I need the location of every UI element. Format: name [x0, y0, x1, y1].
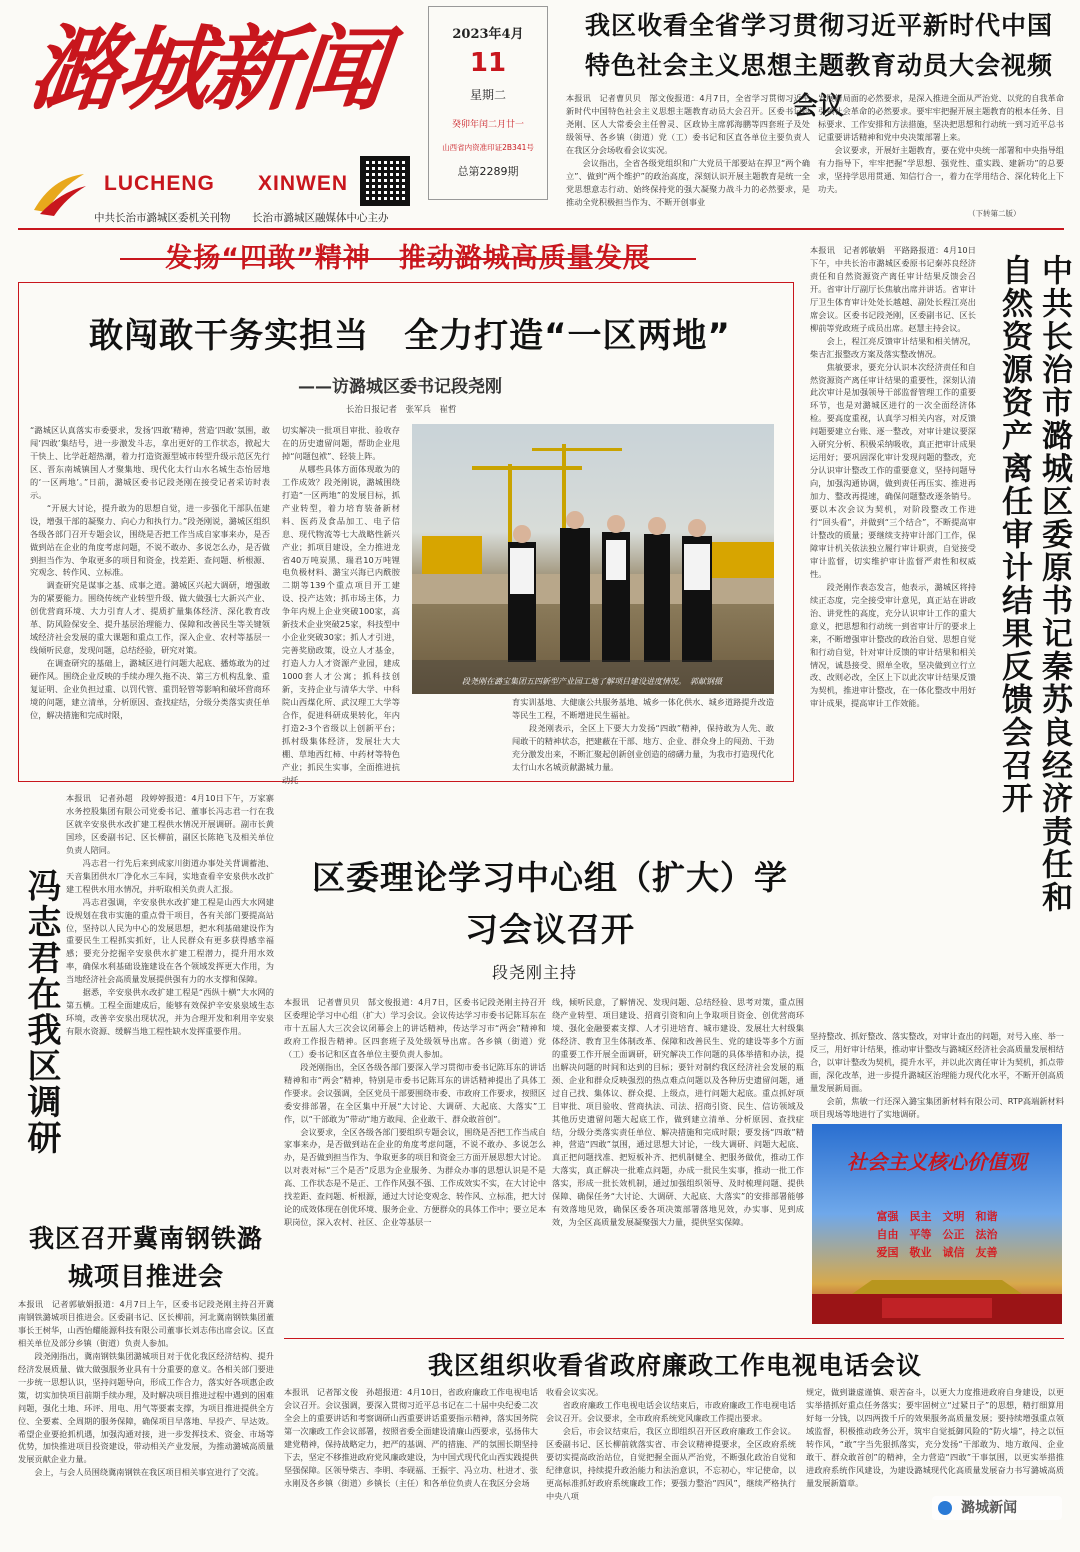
masthead-pinyin-left: LUCHENG	[104, 172, 215, 195]
watermark-text: 潞城新闻	[961, 1500, 1018, 1516]
audit-col-text: 本报讯 记者郭敏娟 平路路报道：4月10日下午，中共长治市潞城区委原书记秦苏良经济责任和自然资源资产离任审计结果反馈会召开。省审计厅副厅长焦敏出席并讲话。省审计厅卫生体育审计处处长越越、副处长程江亮出席会议。区委书记段尧刚，区委副书记、区长柳前等党政班子成员出席。赵慧主持会议。 会上，程江亮反馈审计结果和相关情况，柴吉汇报整改方案及落实整改情况。 焦敏要求，要充分认识本次经济责任和自然资源资产离任审计结果的重要性，深刻认清此次审计是加强领导干部监督管理工作的重要环节，也是对潞城区进行的一次全面经济体检。要高度重视，认真学习相关内容，对反馈问题要建立台账、逐一整改，对审计建议要深入研究分析、积极采纳吸收，真正把审计成果运用好；要巩固深化审计发现问题的整改，充分认识审计整改工作的重要意义，坚持问题导向，加强沟通协调，做到责任再压实、推进再加力、整改再提速，确保问题整改逐条销号。要以本次会议为契机，对阶段整改工作进行“回头看”，并做到“三个结合”，不断提高审计整改的质量；要继续支持审计部门工作，保障审计机关依法独立履行审计职责，自觉接受审计监督，切实维护审计监督严肃性和权威性。 段尧刚作表态发言，他表示，潞城区将持续正态度，完全接受审计意见，真正站在讲政治、讲党性的高度，充分认识审计工作的重大意义，把思想和行动统一到省审计厅的要求上来，不断增强审计整改的政治自觉、思想自觉和行动自觉，针对审计反馈的审计结果和相关情况，诚恳接受、照单全收，坚决做到立行立改、改则必改，全区上下以此次审计结果反馈为契机，推进审计整改，在一体化整改中用好审计成果，提高审计工作效能。	[810, 245, 976, 709]
feng-vertical-headline: 冯志君在我区调研	[21, 868, 61, 1156]
lianzheng-col1: 本报讯 记者郜文俊 孙超报道：4月10日，省政府廉政工作电视电话会议召开。会议强调，要深入贯彻习近平总书记在二十届中央纪委二次全会上的重要讲话和考察调研山西重要讲话重要指示精神，落实国务院第一次廉政工作会议部署，按照省委全面建设清廉山西要求，弘扬伟大建党精神，保持战略定力，把严的基调、严的措施、严的氛围长期坚持下去，坚定不移推进政府党风廉政建设，为中国式现代化山西实践提供坚强保障。区领导柴吉、李明、李砚福、王振宇、冯立功、杜进才、张永刚及各乡镇（街道）乡镇长（主任）和各单位负责人在我区分会场	[284, 1387, 538, 1488]
watermark	[932, 1496, 1062, 1520]
audit-vertical-headline: 中共长治市潞城区委原书记秦苏良经济责任和自然资源资产离任审计结果反馈会召开	[996, 254, 1072, 914]
tiananmen-icon	[812, 1264, 1062, 1324]
audit-col-wide: 坚持整改、抓好整改、落实整改，对审计查出的问题，对号入座、举一反三，用好审计结果，推动审计整改与潞城区经济社会高质量发展相结合，以审计整改为契机，提升水平，并以此次离任审计为契机，抓点带面，深化改革，进一步提升潞城区治理能力现代化水平，不断开创高质量发展新局面。 会前，焦敏一行还深入潞宝集团新材料有限公司、RTP高端新材料项目现场等地进行了实地调研。	[810, 1031, 1064, 1119]
interview-photo-caption: 段尧刚在潞宝集团五四新型产业园工地了解项目建设进度情况。 郭献钢摄	[462, 677, 722, 686]
study-col2: 线，倾听民意，了解情况、发现问题、总结经验、思考对策，重点围绕产业转型、项目建设、招商引资和向上争取项目资金、创优营商环境、强化金融要素支撑、人才引进培育、城市建设、发展壮大村级集体经济、教育卫生体制改革、保障和改善民生、党的建设等多个方面的重要工作开展全面调研，研究解决工作问题的具体举措和办法，提出解决问题的时间和达到的目标；要针对制约我区经济社会发展的瓶颈、企业和群众反映强烈的热点难点问题以及各种历史遗留问题，通过自己找、集体议、群众提、上级点，进行问题大起底。重点抓好项目审批、项目验收、营商执法、司法、招商引资、民生、信访领域及其他历史遗留问题大起底工作，做到建立清单、分析原因、查找症结，分级分类落实责任单位、解决措施和完成时限；要发扬“四敢”精神，营造“四敢”氛围，通过思想大讨论，一线大调研、问题大起底、真正把问题找准、把短板补齐、把机制健全、把服务做优，推动工作大落实，真正解决一批难点问题，办成一批民生实事，推动一批工作落实，形成一批长效机制，通过加强组织领导、及时梳理问题、提供保障、确保任务“大讨论、大调研、大起底、大落实”的安排部署能够有效落地见效，确保区委各项决策部署落地见效，办实事、见到成效，为全区高质量发展凝聚强大力量，提供坚实保障。	[552, 997, 804, 1228]
interview-col2: 切实解决一批项目审批、验收存在的历史遗留问题，帮助企业甩掉“问题包袱”、轻装上阵。 从哪些具体方面体现敢为的工作成效？段尧刚说，潞城围绕打造“一区两地”的发展目标，抓产业转型，着力培育装备新材料、医药及食品加工、电子信息、现代物流等七大战略性新兴产业；抓项目建设，全力推进龙省40万吨炭黑、瑞君10万吨锂电负极材料、潞宝兴海已内酰胺二期等139个重点项目开工建设、投产达效；抓市场主体，力争年内规上企业突破100家，高新技术企业突破25家，科技型中小企业突破30家；抓人才引进，完善奖励政策，设立人才基金，打造人力人才资源产业园，建成1000套人才公寓；抓科技创新，支持企业与清华大学、中科院山西煤化所、武汉理工大学等合作，促进科研成果转化，年内打造2-3个省级以上创新平台；抓村级集体经济，发展壮大大棚、草地西红柿、中药材等特色产业；抓民生实事，全面推进抗动托	[282, 425, 400, 785]
date-lunar: 癸卯年闰二月廿一	[451, 120, 524, 130]
date-year-month: 2023年4月	[452, 27, 524, 42]
ji-headline: 我区召开冀南钢铁潞城项目推进会	[28, 1224, 263, 1291]
lianzheng-headline: 我区组织收看省政府廉政工作电视电话会议	[427, 1351, 922, 1380]
masthead-logo: 潞城新闻	[24, 15, 388, 123]
values-row3: 爱国 敬业 诚信 友善	[876, 1246, 998, 1259]
study-col1: 本报讯 记者曹贝贝 郜文俊报道：4月7日，区委书记段尧刚主持召开区委理论学习中心组（扩大）学习会议。会议传达学习市委书记陈耳东在市十五届人大三次会议闭幕会上的讲话精神，传达学习市“两会”精神和政府工作报告精神。区四套班子及处级领导出席。各乡镇（街道）党（工）委书记和区直各单位主要负责人参加。 段尧刚指出，全区各级各部门要深入学习贯彻市委书记陈耳东的讲话精神和市“两会”精神，特别是市委书记陈耳东的讲话精神提出了具体工作要求。会议强调，全区党员干部要围绕市委、市政府工作要求，按照区委安排部署，在全区集中开展“大讨论、大调研、大起底、大落实”工作，以“干部敢为”带动“地方敢闯、企业敢干、群众敢首创”。 会议要求，全区各级各部门要组织专题会议，围绕是否把工作当成自家事来办，是否做到站在企业的角度考虑问题，不说不敢办、多说怎么办，是否做到担当作为、争取更多的项目和资金三方面开展思想大讨论。以对表对标“三个是否”反思为企业服务、为群众办事的思想认识是不是高、工作状态是不是正、工作作风强不强、工作成效实不实，在大讨论中找差距、查问题、析根源，通过大讨论变观念、转作风、立标准，把大讨论的成效体现在创优环境、服务企业、方便群众的具体工作中；要立足本职岗位，深入农村、社区、企业等基层一	[284, 997, 547, 1228]
study-subheadline: 段尧刚主持	[492, 963, 578, 982]
interview-byline: 长治日报记者 张军兵 崔哲	[346, 405, 457, 415]
masthead-publisher: 长治市潞城区融媒体中心主办	[252, 212, 389, 224]
top-story-headline: 我区收看全省学习贯彻习近平新时代中国特色社会主义思想主题教育动员大会视频会议	[584, 11, 1053, 120]
top-story-col1: 本报讯 记者曹贝贝 郜文俊报道：4月7日，全省学习贯彻习近平新时代中国特色社会主义思想主题教育动员大会召开。区委书记段尧刚、区人大常委会主任曾灵、区政协主席郭海鹏等四套班子及处级领导、各乡镇（街道）党（工）委书记和区直各单位主要负责人在我区分会场收看会议实况。 会议指出，全省各级党组织和广大党员干部要站在捍卫“两个确立”、做到“两个维护”的政治高度，深刻认识开展主题教育是统一全党思想意志行动、始终保持党的强大凝聚力战斗力的必然要求，是推动全党积极担当作为、不断开创事业	[566, 93, 810, 207]
values-poster	[812, 1124, 1062, 1324]
values-poster-title: 社会主义核心价值观	[847, 1150, 1027, 1174]
top-story-continued: （下转第二版）	[968, 209, 1021, 218]
interview-col1: “潞城区认真落实市委要求，发扬‘四敢’精神，营造‘四敢’氛围，敢闯‘四敢’集结号，进一步激发斗志，拿出更好的工作状态，掀起大干快上、比学赶超热潮，着力打造资源型城市转型升级示范区先行区、晋东南城镇国人才聚集地、现代化太行山水名城生态怡居地的‘一区两地’。”日前，潞城区委书记段尧刚在接受记者采访时表示。 “开展大讨论，提升敢为的思想自觉，进一步强化干部队伍建设，增强干部的凝聚力、向心力和执行力。”段尧刚说，潞城区组织各级各部门召开专题会议，围绕是否把工作当成自家事来办，是否做到站在企业的角度考虑问题，不说不敢办、多说怎么办，是否做到担当作为、争取更多的项目和资金，找差距、查问题、析根源、究观念、转作风、立标准。 调查研究是谋事之基、成事之道。潞城区兴起大调研，增强敢为的紧要能力。围绕传统产业转型升级、做大做强七大新兴产业、创优营商环境、大力引育人才、提质扩量集体经济、深化教育改革、防风险保安全、提升基层治理能力、保障和改善民生等关键领域经济社会发展的重大课题和重点工作，深入企业、农村等基层一线倾听民意，发现问题，总结经验，研究对策。 在调查研究的基础上，潞城区进行问题大起底、播炼敢为的过硬作风。围绕企业反映的手续办理久拖不决、第三方机构乱象、重复证明、企业负担过重、以罚代管、重罚轻管等影响和破坏营商环境的问题，建立清单，分析原因、查找症结，分级分类落实责任单位，解决措施和完成时限，	[30, 425, 270, 720]
interview-photo	[412, 424, 774, 694]
issue-number: 总第2289期	[457, 165, 519, 178]
watermark-icon	[938, 1501, 952, 1515]
study-headline: 区委理论学习中心组（扩大）学习会议召开	[312, 858, 788, 949]
interview-col3: 育实训基地、大健康公共服务基地、城乡一体化供水、城乡道路提升改造等民生工程，不断增进民生福祉。 段尧刚表示，全区上下要大力发扬“四敢”精神，保持敢为人先、敢闯敢干的精神状态，把建蔽在干部、地方、企业、群众身上的闯劲、干劲充分激发出来，不断汇聚起创新创业创造的磅礴力量，为我市打造现代化太行山水名城贡献潞城力量。	[512, 697, 775, 772]
date-weekday: 星期二	[469, 88, 506, 102]
ji-text: 本报讯 记者郭敏娟报道：4月7日上午，区委书记段尧刚主持召开冀南钢铁潞城项目推进会。区委副书记、区长柳前，河北冀南钢铁集团董事长王树华，山西怡耀能源科技有限公司董事长刘志伟出席会议。区直相关单位及部分乡镇（街道）负责人参加。 段尧刚指出，冀南钢铁集团潞城项目对于优化我区经济结构、提升经济发展质量、做大做强服务业具有十分重要的意义。各相关部门要进一步统一思想认识，坚持问题导向，形成工作合力，落实好各项惠企政策，切实加快项目前期手续办理，及时解决项目推进过程中遇到的困难问题，强化土地、环评、用电、用气等要素支撑，为项目推进提供全方位、全要素、全周期的服务保障，确保项目早落地、早投产、早达效。希望企业要抢抓机遇，加强沟通对接，进一步发挥技术、资金、市场等优势，加快推进项目投资建设，带动相关产业发展，为推动潞城高质量发展贡献企业力量。 会上，与会人员围绕冀南钢铁在我区项目相关事宜进行了交流。	[18, 1299, 274, 1478]
feng-text: 本报讯 记者孙超 段婷婷报道：4月10日下午，万家寨水务控股集团有限公司党委书记、董事长冯志君一行在我区就辛安泉供水改扩建工程供水情况开展调研。副市长黄国珍，区委副书记、区长柳前，副区长陈艳飞及相关单位负责人陪同。 冯志君一行先后来到成家川街道办事处关背调蓄池、天音集团供水厂净化水三车间，实地查看辛安泉供水改扩建工程供水用水情况，并听取相关负责人汇报。 冯志君强调，辛安泉供水改扩建工程是山西大水网建设规划在我市实施的重点骨干项目，各有关部门要提高站位，坚持以人民为中心的发展思想，把水利基础建设作为重要民生工程抓实抓好，让人民群众有更多获得感幸福感；要充分挖掘辛安泉供水扩建工程潜力，提升用水效率，确保水利基础设施建设在各个领域发挥更大作用，为当地经济社会高质量发展提供强有力的水支撑和保障。 据悉，辛安泉供水改扩建工程是“西纵十横”大水网的第五横。工程全面建成后，能够有效保护辛安泉泉域生态环境，改善辛安泉出现状况，并为合理开发和利用辛安泉有限水资源、缓解当地工程性缺水发挥重要作用。	[66, 793, 274, 1037]
date-day: 11	[469, 48, 507, 78]
banner	[120, 238, 696, 280]
date-box	[428, 6, 548, 200]
values-row1: 富强 民主 文明 和谐	[876, 1210, 998, 1223]
top-rule	[18, 228, 1064, 230]
top-story-col2: 发展新局面的必然要求，是深入推进全面从严治党、以党的自我革命引领社会革命的必然要求。要牢牢把握开展主题教育的根本任务、目标要求、工作安排和方法措施，坚决把思想和行动统一到习近平总书记重要讲话精神和党中央决策部署上来。 会议要求，开展好主题教育，要在党中央统一部署和中央指导组有力指导下，牢牢把握“学思想、强党性、重实践、建新功”的总要求，坚持学思用贯通、知信行合一，着力在学用结合、深化转化上下功夫。	[818, 93, 1064, 194]
interview-headline: 敢闯敢干务实担当 全力打造“一区两地”	[89, 316, 731, 356]
masthead	[0, 0, 420, 232]
lianzheng-col3: 规定，做到谦虚谨慎、艰苦奋斗，以更大力度推进政府自身建设，以更实举措抓好重点任务落实；要牢固树立“过紧日子”的思想，精打细算用好每一分钱，以四两拨千斤的效果服务高质量发展；要持续增强重点领域监督，积极推动政务公开，筑牢自觉抵御风险的“防火墙”，持之以恒转作风，“敢”字当先狠抓落实，充分发扬“干部敢为、地方敢闯、企业敢干、群众敢首创”的精神，全力营造“四敢”干事氛围，以更实举措推进政府系统作风建设，为建设潞城现代化高质量发展奋力书写潞城高质量发展新篇章。	[806, 1387, 1064, 1488]
banner-text: 发扬“四敢”精神 推动潞城高质量发展	[165, 243, 651, 274]
lianzheng-rule	[284, 1338, 1064, 1339]
masthead-pinyin-right: XINWEN	[258, 172, 348, 195]
lianzheng-col2: 收看会议实况。 省政府廉政工作电视电话会议结束后，市政府廉政工作电视电话会议召开。会议要求，全市政府系统党风廉政工作提出要求。 会后，市会议结束后，我区立即组织召开区政府廉政工作会议。区委副书记、区长柳前就落实省、市会议精神提要求，全区政府系统要切实提高政治站位，自觉把握全面从严治党，不断强化政治自觉和纪律意识，持续提升政治能力和法治意识，不忘初心，牢记使命，以更高标准抓好政府系统廉政工作；要强力整治“四风”，继续严格执行中央八项	[546, 1387, 796, 1501]
print-permit: 山西省内资准印证2B341号	[442, 143, 534, 152]
masthead-emblem-icon	[30, 168, 88, 218]
masthead-sponsor: 中共长治市潞城区委机关刊物	[94, 212, 231, 224]
interview-subheadline: ——访潞城区委书记段尧刚	[298, 377, 502, 397]
qr-code	[360, 156, 410, 206]
values-row2: 自由 平等 公正 法治	[876, 1228, 998, 1241]
